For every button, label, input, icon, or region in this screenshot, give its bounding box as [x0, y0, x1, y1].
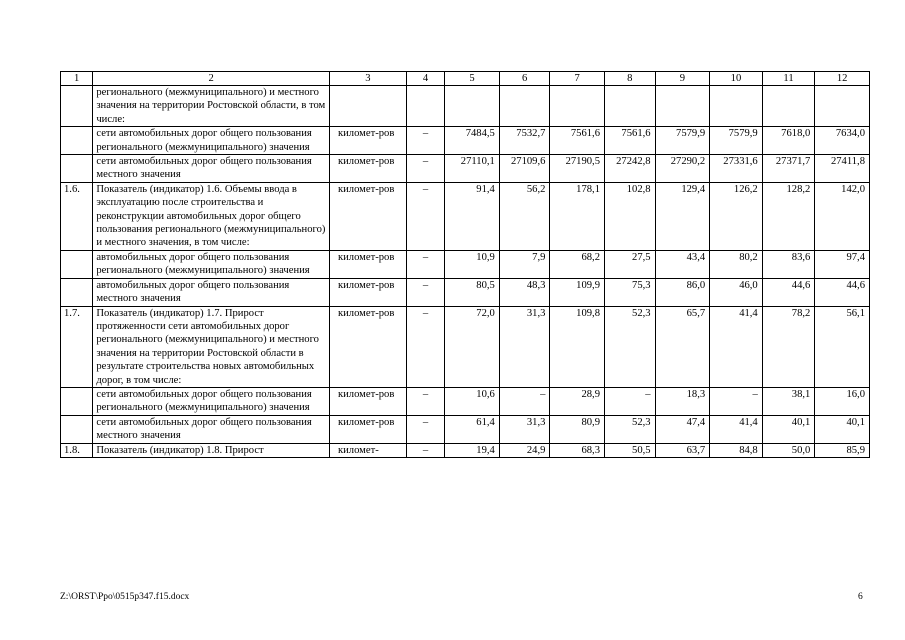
value-cell: – [710, 387, 763, 415]
value-cell: 78,2 [762, 306, 815, 387]
value-cell [710, 86, 763, 127]
value-cell: 19,4 [445, 443, 500, 457]
value-cell: 16,0 [815, 387, 870, 415]
header-cell: 9 [655, 72, 710, 86]
value-cell: 48,3 [499, 278, 550, 306]
dash-cell: – [406, 278, 444, 306]
value-cell: 129,4 [655, 182, 710, 250]
value-cell: 47,4 [655, 415, 710, 443]
value-cell: 28,9 [550, 387, 605, 415]
header-cell: 4 [406, 72, 444, 86]
value-cell: 63,7 [655, 443, 710, 457]
value-cell [445, 86, 500, 127]
document-path: Z:\ORST\Ppo\0515p347.f15.docx [60, 592, 190, 602]
value-cell: 27411,8 [815, 155, 870, 183]
indicator-name: сети автомобильных дорог общего пользования регионального (межмуниципального) значения [93, 387, 330, 415]
header-cell: 12 [815, 72, 870, 86]
table-row [61, 86, 870, 127]
table-row [61, 182, 870, 250]
indicator-name: автомобильных дорог общего пользования регионального (межмуниципального) значения [93, 250, 330, 278]
row-number [61, 86, 93, 127]
dash-cell: – [406, 127, 444, 155]
value-cell [605, 86, 656, 127]
value-cell: 41,4 [710, 306, 763, 387]
value-cell: 41,4 [710, 415, 763, 443]
value-cell: 7561,6 [550, 127, 605, 155]
header-row [61, 72, 870, 86]
value-cell: 7,9 [499, 250, 550, 278]
value-cell: 27371,7 [762, 155, 815, 183]
unit-cell [329, 86, 406, 127]
value-cell: 27110,1 [445, 155, 500, 183]
unit-cell: километ-ров [329, 155, 406, 183]
header-cell: 3 [329, 72, 406, 86]
value-cell: 68,2 [550, 250, 605, 278]
value-cell: 7561,6 [605, 127, 656, 155]
value-cell: 178,1 [550, 182, 605, 250]
row-number: 1.7. [61, 306, 93, 387]
value-cell: 56,1 [815, 306, 870, 387]
dash-cell: – [406, 306, 444, 387]
row-number [61, 127, 93, 155]
row-number [61, 155, 93, 183]
unit-cell: километ-ров [329, 250, 406, 278]
value-cell: 50,5 [605, 443, 656, 457]
value-cell [762, 86, 815, 127]
value-cell: 85,9 [815, 443, 870, 457]
value-cell: 31,3 [499, 415, 550, 443]
value-cell: 44,6 [815, 278, 870, 306]
value-cell [550, 86, 605, 127]
value-cell: 38,1 [762, 387, 815, 415]
value-cell: 102,8 [605, 182, 656, 250]
value-cell: – [499, 387, 550, 415]
value-cell: 83,6 [762, 250, 815, 278]
header-cell: 6 [499, 72, 550, 86]
value-cell: 40,1 [815, 415, 870, 443]
table-row [61, 250, 870, 278]
value-cell: 24,9 [499, 443, 550, 457]
value-cell: 68,3 [550, 443, 605, 457]
row-number: 1.6. [61, 182, 93, 250]
dash-cell: – [406, 250, 444, 278]
header-cell: 8 [605, 72, 656, 86]
indicators-table [60, 71, 870, 458]
indicator-name: автомобильных дорог общего пользования местного значения [93, 278, 330, 306]
value-cell: 84,8 [710, 443, 763, 457]
dash-cell: – [406, 182, 444, 250]
row-number [61, 387, 93, 415]
value-cell: 31,3 [499, 306, 550, 387]
dash-cell: – [406, 443, 444, 457]
value-cell: 128,2 [762, 182, 815, 250]
unit-cell: километ-ров [329, 415, 406, 443]
row-number [61, 415, 93, 443]
dash-cell [406, 86, 444, 127]
header-cell: 5 [445, 72, 500, 86]
value-cell: 27109,6 [499, 155, 550, 183]
header-cell: 10 [710, 72, 763, 86]
value-cell: 43,4 [655, 250, 710, 278]
value-cell: 10,6 [445, 387, 500, 415]
value-cell: 109,8 [550, 306, 605, 387]
value-cell: 7579,9 [655, 127, 710, 155]
value-cell: 27190,5 [550, 155, 605, 183]
unit-cell: километ-ров [329, 387, 406, 415]
value-cell: 97,4 [815, 250, 870, 278]
value-cell [815, 86, 870, 127]
value-cell: 10,9 [445, 250, 500, 278]
value-cell: 7532,7 [499, 127, 550, 155]
value-cell: 72,0 [445, 306, 500, 387]
value-cell: 27,5 [605, 250, 656, 278]
table-row [61, 155, 870, 183]
value-cell: 18,3 [655, 387, 710, 415]
value-cell: 27290,2 [655, 155, 710, 183]
value-cell: 7618,0 [762, 127, 815, 155]
row-number: 1.8. [61, 443, 93, 457]
page-number: 6 [858, 592, 863, 602]
indicator-name: сети автомобильных дорог общего пользования регионального (межмуниципального) значения [93, 127, 330, 155]
header-cell: 2 [93, 72, 330, 86]
value-cell: 7579,9 [710, 127, 763, 155]
indicator-name: Показатель (индикатор) 1.8. Прирост [93, 443, 330, 457]
value-cell: 61,4 [445, 415, 500, 443]
unit-cell: километ-ров [329, 306, 406, 387]
value-cell: 56,2 [499, 182, 550, 250]
value-cell: 7634,0 [815, 127, 870, 155]
unit-cell: километ-ров [329, 278, 406, 306]
table-row [61, 387, 870, 415]
table-row [61, 415, 870, 443]
value-cell: 40,1 [762, 415, 815, 443]
table-row [61, 443, 870, 457]
unit-cell: километ- [329, 443, 406, 457]
value-cell: 80,9 [550, 415, 605, 443]
value-cell: 50,0 [762, 443, 815, 457]
header-cell: 7 [550, 72, 605, 86]
value-cell: 142,0 [815, 182, 870, 250]
value-cell: 27331,6 [710, 155, 763, 183]
table-row [61, 306, 870, 387]
value-cell: 65,7 [655, 306, 710, 387]
value-cell: 109,9 [550, 278, 605, 306]
indicator-name: Показатель (индикатор) 1.6. Объемы ввода в эксплуатацию после строительства и реконструкции автомобильных дорог общего пользования регионального (межмуниципального) и местного значения, в том числе: [93, 182, 330, 250]
value-cell: 75,3 [605, 278, 656, 306]
value-cell: 52,3 [605, 415, 656, 443]
unit-cell: километ-ров [329, 127, 406, 155]
value-cell: 86,0 [655, 278, 710, 306]
table-row [61, 278, 870, 306]
table-row [61, 127, 870, 155]
value-cell: 80,5 [445, 278, 500, 306]
unit-cell: километ-ров [329, 182, 406, 250]
indicator-name: сети автомобильных дорог общего пользования местного значения [93, 415, 330, 443]
value-cell: 7484,5 [445, 127, 500, 155]
dash-cell: – [406, 155, 444, 183]
value-cell: 52,3 [605, 306, 656, 387]
indicator-name: Показатель (индикатор) 1.7. Прирост протяженности сети автомобильных дорог регионального (межмуниципального) и местного значения на территории Ростовской области в результате строительства новых автомобильных дорог, в том числе: [93, 306, 330, 387]
value-cell: 44,6 [762, 278, 815, 306]
value-cell: 80,2 [710, 250, 763, 278]
dash-cell: – [406, 387, 444, 415]
value-cell: 126,2 [710, 182, 763, 250]
indicator-name: сети автомобильных дорог общего пользования местного значения [93, 155, 330, 183]
indicator-name: регионального (межмуниципального) и местного значения на территории Ростовской области, в том числе: [93, 86, 330, 127]
header-cell: 1 [61, 72, 93, 86]
row-number [61, 278, 93, 306]
row-number [61, 250, 93, 278]
value-cell [655, 86, 710, 127]
value-cell: 27242,8 [605, 155, 656, 183]
dash-cell: – [406, 415, 444, 443]
value-cell: 91,4 [445, 182, 500, 250]
value-cell: 46,0 [710, 278, 763, 306]
value-cell [499, 86, 550, 127]
header-cell: 11 [762, 72, 815, 86]
value-cell: – [605, 387, 656, 415]
